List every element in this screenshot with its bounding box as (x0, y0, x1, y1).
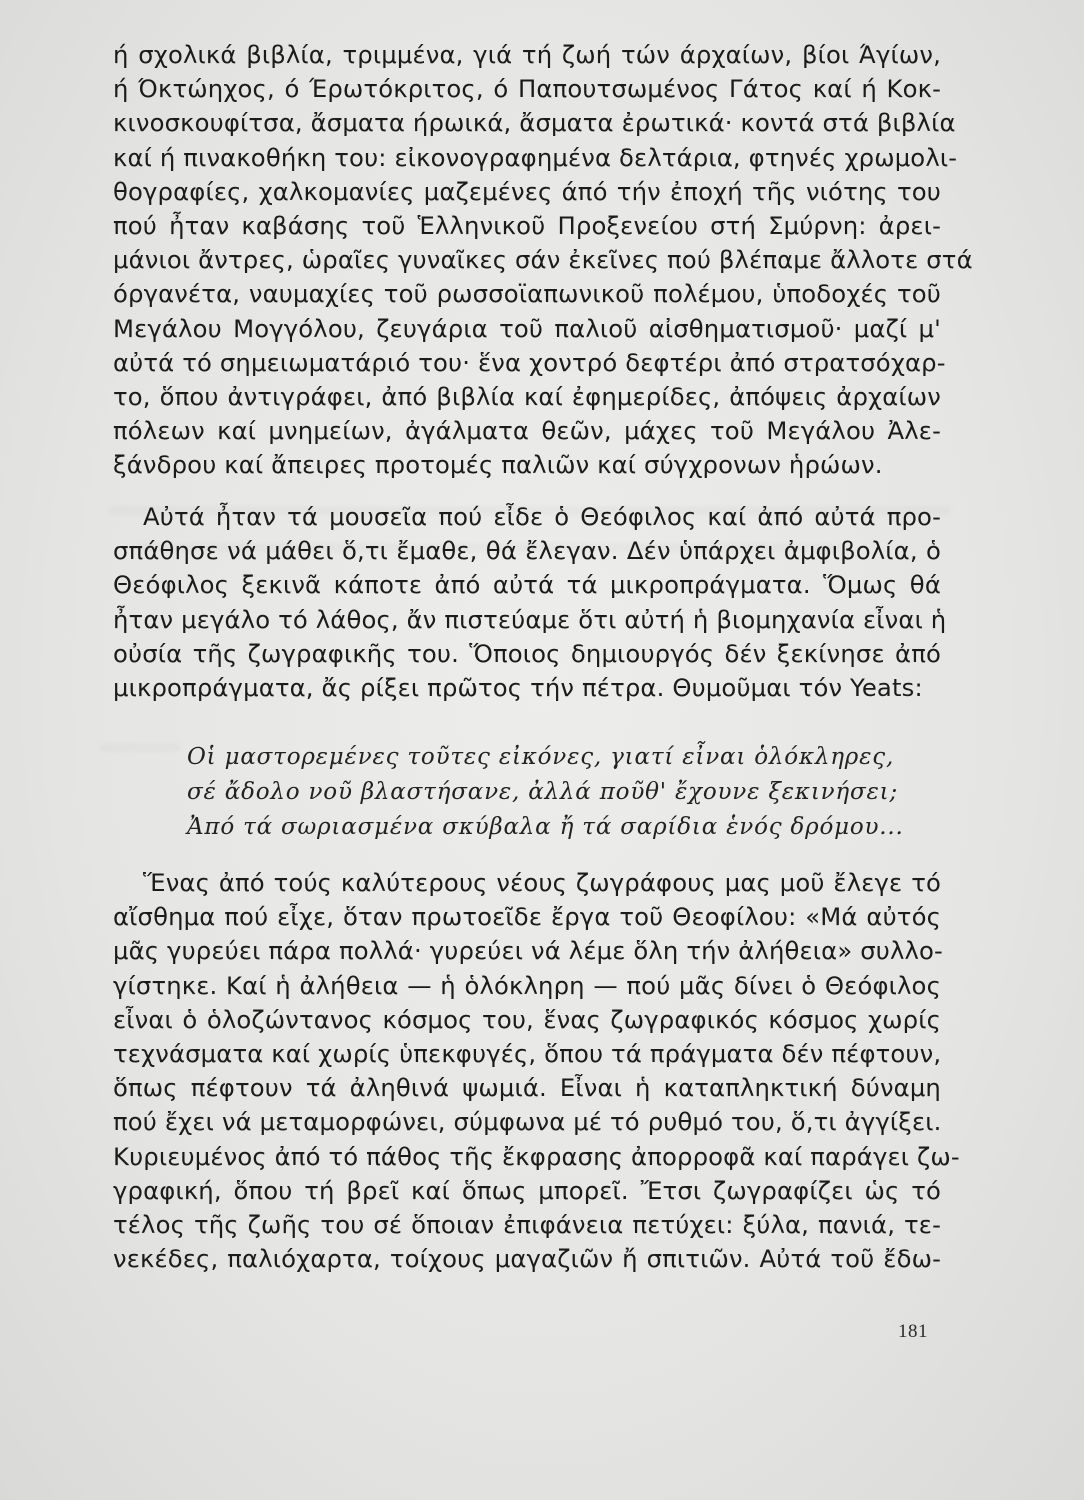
text-line: Μεγάλου Μογγόλου, ζευγάρια τοῦ παλιοῦ αἰσθηματισμοῦ· μαζί μ' (113, 313, 941, 343)
text-line: τεχνάσματα καί χωρίς ὑπεκφυγές, ὅπου τά πράγματα δέν πέφτουν, (113, 1038, 942, 1068)
verse-quote (187, 740, 907, 845)
text-line: το, ὅπου ἀντιγράφει, ἀπό βιβλία καί ἐφημερίδες, ἀπόψεις ἀρχαίων (113, 381, 941, 411)
text-line: εἶναι ὁ ὁλοζώντανος κόσμος του, ἕνας ζωγραφικός κόσμος χωρίς (113, 1004, 941, 1034)
text-line: νεκέδες, παλιόχαρτα, τοίχους μαγαζιῶν ἤ σπιτιῶν. Αὐτά τοῦ ἔδω- (113, 1244, 941, 1274)
text-line: τέλος τῆς ζωῆς του σέ ὅποιαν ἐπιφάνεια πετύχει: ξύλα, πανιά, τε- (113, 1209, 941, 1239)
text-line: θογραφίες, χαλκομανίες μαζεμένες άπό τήν ἐποχή τῆς νιότης του (113, 176, 941, 206)
text-line: γίστηκε. Καί ἡ ἀλήθεια — ἡ ὁλόκληρη — πού μᾶς δίνει ὁ Θεόφιλος (113, 970, 941, 1000)
text-line: αἴσθημα πού εἶχε, ὅταν πρωτοεῖδε ἔργα τοῦ Θεοφίλου: «Μά αὐτός (113, 902, 941, 932)
text-line: γραφική, ὅπου τή βρεῖ καί ὅπως μπορεῖ. Ἔτσι ζωγραφίζει ὡς τό (113, 1175, 941, 1205)
page-number: 181 (898, 1321, 928, 1342)
text-line: καί ή πινακοθήκη του: εἰκονογραφημένα δελτάρια, φτηνές χρωμολι- (113, 142, 958, 172)
text-line: αὐτά τό σημειωματάριό του· ἕνα χοντρό δεφτέρι ἀπό στρατσόχαρ- (113, 347, 946, 377)
text-line: ή σχολικά βιβλία, τριμμένα, γιά τή ζωή τών άρχαίων, βίοι Άγίων, (113, 40, 941, 69)
text-line: πού ἔχει νά μεταμορφώνει, σύμφωνα μέ τό ρυθμό του, ὅ,τι ἀγγίξει. (113, 1107, 942, 1137)
text-line: μᾶς γυρεύει πάρα πολλά· γυρεύει νά λέμε ὅλη τήν ἀλήθεια» συλλο- (113, 936, 943, 966)
text-line: όργανέτα, ναυμαχίες τοῦ ρωσσοϊαπωνικοῦ πολέμου, ὑποδοχές τοῦ (113, 279, 941, 309)
verse-line: σέ ἄδολο νοῦ βλαστήσανε, ἀλλά ποῦθ' ἔχουνε ξεκινήσει; (187, 779, 899, 805)
text-line: ξάνδρου καί ἄπειρες προτομές παλιῶν καί σύγχρονων ἡρώων. (113, 450, 883, 480)
text-line: Θεόφιλος ξεκινᾶ κάποτε ἀπό αὐτά τά μικροπράγματα. Ὅμως θά (113, 570, 941, 600)
text-line: πού ἦταν καβάσης τοῦ Ἑλληνικοῦ Προξενείου στή Σμύρνη: ἀρει- (113, 210, 941, 240)
text-line: κινοσκουφίτσα, ἄσματα ήρωικά, ἄσματα ἐρωτικά· κοντά στά βιβλία (113, 108, 956, 138)
text-line: μικροπράγματα, ἄς ρίξει πρῶτος τήν πέτρα. Θυμοῦμαι τόν Yeats: (113, 672, 923, 702)
text-line: Αὐτά ἦταν τά μουσεῖα πού εἶδε ὁ Θεόφιλος καί ἀπό αὐτά προ- (143, 502, 941, 531)
text-line: ἦταν μεγάλο τό λάθος, ἄν πιστεύαμε ὅτι αὐτή ἡ βιομηχανία εἶναι ἡ (113, 604, 947, 634)
text-line: σπάθησε νά μάθει ὅ,τι ἔμαθε, θά ἔλεγαν. Δέν ὑπάρχει ἀμφιβολία, ὁ (113, 536, 941, 566)
paragraph-1 (113, 38, 973, 482)
text-line: ή Όκτώηχος, ό Έρωτόκριτος, ό Παπουτσωμένος Γάτος καί ή Κοκ- (113, 74, 941, 104)
text-line: ὅπως πέφτουν τά ἀληθινά ψωμιά. Εἶναι ἡ καταπληκτική δύναμη (113, 1073, 941, 1103)
text-line: Ἕνας ἀπό τούς καλύτερους νέους ζωγράφους μας μοῦ ἔλεγε τό (143, 868, 941, 897)
text-line: πόλεων καί μνημείων, ἀγάλματα θεῶν, μάχες τοῦ Μεγάλου Ἀλε- (113, 416, 941, 446)
text-line: οὐσία τῆς ζωγραφικῆς του. Ὅποιος δημιουργός δέν ξεκίνησε ἀπό (113, 638, 941, 668)
text-line: μάνιοι ἄντρες, ὡραῖες γυναῖκες σάν ἐκεῖνες πού βλέπαμε ἄλλοτε στά (113, 245, 973, 275)
verse-line: Οἱ μαστορεμένες τοῦτες εἰκόνες, γιατί εἶναι ὁλόκληρες, (187, 744, 895, 770)
paragraph-2 (113, 500, 947, 705)
bleed-through-shadow (100, 745, 180, 750)
paragraph-3 (113, 866, 960, 1276)
text-line: Κυριευμένος ἀπό τό πάθος τῆς ἔκφρασης ἀπορροφᾶ καί παράγει ζω- (113, 1141, 960, 1171)
verse-line: Ἀπό τά σωριασμένα σκύβαλα ἤ τά σαρίδια ἑνός δρόμου... (187, 814, 904, 840)
